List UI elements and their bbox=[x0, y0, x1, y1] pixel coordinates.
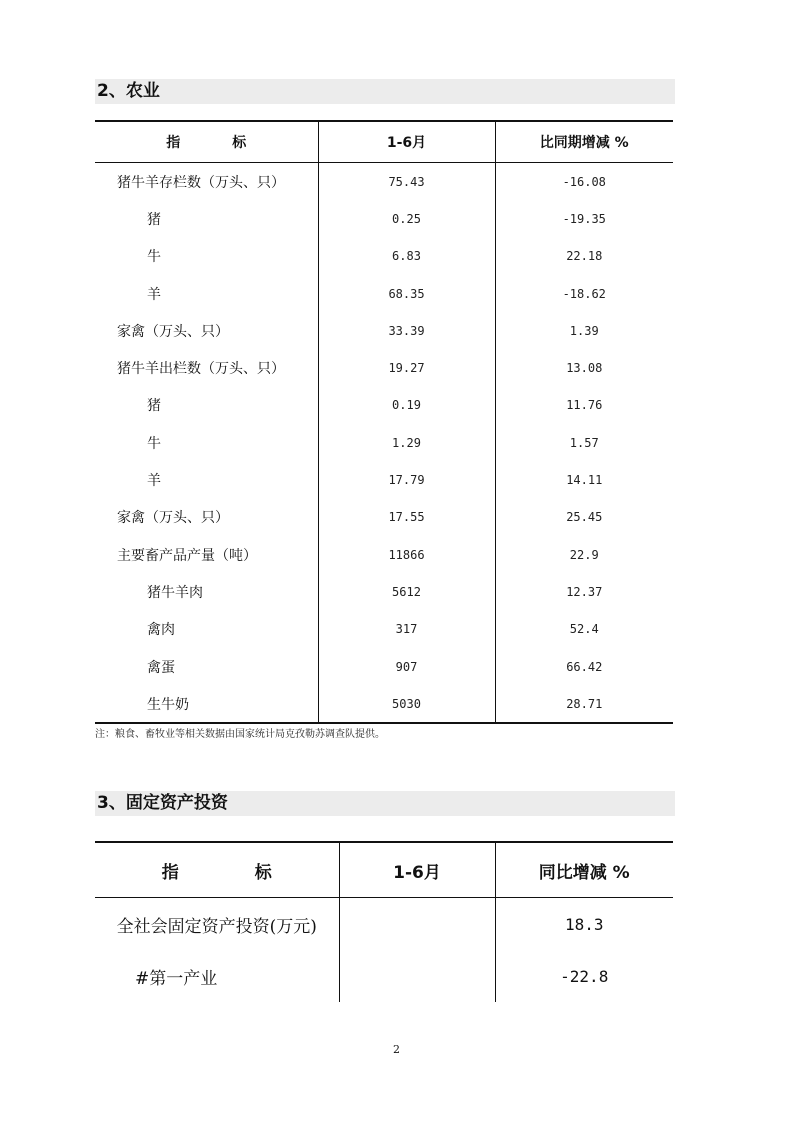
row-label: 猪牛羊肉 bbox=[147, 584, 203, 601]
row-label: 羊 bbox=[147, 473, 161, 490]
row-label: 全社会固定资产投资(万元) bbox=[116, 916, 317, 937]
table-row bbox=[95, 312, 673, 349]
row-change: 28.71 bbox=[495, 685, 673, 723]
row-change: 12.37 bbox=[495, 573, 673, 610]
row-label: 猪 bbox=[147, 211, 161, 228]
row-value bbox=[339, 950, 495, 1002]
row-value: 33.39 bbox=[318, 312, 495, 349]
page-number: 2 bbox=[393, 1043, 400, 1056]
agriculture-table bbox=[95, 120, 673, 724]
row-value: 68.35 bbox=[318, 275, 495, 312]
row-change: -22.8 bbox=[495, 950, 673, 1002]
table-header-row bbox=[95, 842, 673, 898]
row-change: 13.08 bbox=[495, 349, 673, 386]
header-indicator bbox=[95, 121, 318, 163]
row-change: 66.42 bbox=[495, 648, 673, 685]
row-value: 17.79 bbox=[318, 461, 495, 498]
row-label: 主要畜产品产量（吨） bbox=[117, 547, 257, 564]
header-indicator-left: 指 bbox=[166, 135, 181, 151]
table-row bbox=[95, 387, 673, 424]
row-label: 家禽（万头、只） bbox=[117, 510, 229, 527]
table-row bbox=[95, 200, 673, 237]
row-label: #第一产业 bbox=[135, 968, 218, 989]
row-value: 1.29 bbox=[318, 424, 495, 461]
table-row bbox=[95, 461, 673, 498]
row-value: 75.43 bbox=[318, 163, 495, 201]
header-change: 比同期增减 % bbox=[495, 121, 673, 163]
row-value: 5030 bbox=[318, 685, 495, 723]
row-change: 22.9 bbox=[495, 536, 673, 573]
table-row bbox=[95, 536, 673, 573]
table-row bbox=[95, 163, 673, 201]
header-indicator-right: 标 bbox=[232, 135, 247, 151]
table-note: 注：粮食、畜牧业等相关数据由国家统计局克孜勒苏调查队提供。 bbox=[95, 729, 385, 740]
row-label: 羊 bbox=[147, 286, 161, 303]
header-indicator-left: 指 bbox=[161, 862, 179, 883]
header-change: 同比增减 % bbox=[495, 842, 673, 898]
row-value: 5612 bbox=[318, 573, 495, 610]
row-label: 生牛奶 bbox=[147, 696, 189, 713]
row-change: 11.76 bbox=[495, 387, 673, 424]
table-row bbox=[95, 685, 673, 723]
table-row bbox=[95, 950, 673, 1002]
row-change: 22.18 bbox=[495, 238, 673, 275]
row-label: 禽蛋 bbox=[147, 659, 175, 676]
row-value: 19.27 bbox=[318, 349, 495, 386]
row-value: 11866 bbox=[318, 536, 495, 573]
row-change: 18.3 bbox=[495, 898, 673, 951]
table-row bbox=[95, 573, 673, 610]
row-label: 牛 bbox=[147, 249, 161, 266]
row-value: 907 bbox=[318, 648, 495, 685]
table-row bbox=[95, 238, 673, 275]
row-change: 14.11 bbox=[495, 461, 673, 498]
row-label: 猪牛羊存栏数（万头、只） bbox=[117, 174, 285, 191]
row-value: 0.19 bbox=[318, 387, 495, 424]
row-change: -16.08 bbox=[495, 163, 673, 201]
table-row bbox=[95, 275, 673, 312]
row-change: -18.62 bbox=[495, 275, 673, 312]
section-title-fixed-investment: 3、固定资产投资 bbox=[95, 791, 675, 816]
fixed-investment-table bbox=[95, 841, 673, 1002]
table-row bbox=[95, 648, 673, 685]
header-period: 1-6月 bbox=[339, 842, 495, 898]
table-row bbox=[95, 898, 673, 951]
table-row bbox=[95, 349, 673, 386]
row-change: 1.39 bbox=[495, 312, 673, 349]
header-indicator-right: 标 bbox=[254, 862, 272, 883]
row-label: 家禽（万头、只） bbox=[117, 323, 229, 340]
row-value: 317 bbox=[318, 611, 495, 648]
table-header-row bbox=[95, 121, 673, 163]
row-label: 牛 bbox=[147, 435, 161, 452]
header-period: 1-6月 bbox=[318, 121, 495, 163]
row-label: 禽肉 bbox=[147, 622, 175, 639]
table-row bbox=[95, 611, 673, 648]
row-change: 25.45 bbox=[495, 499, 673, 536]
row-value: 17.55 bbox=[318, 499, 495, 536]
row-value: 6.83 bbox=[318, 238, 495, 275]
header-indicator bbox=[95, 842, 339, 898]
row-value bbox=[339, 898, 495, 951]
table-row bbox=[95, 424, 673, 461]
section-title-agriculture: 2、农业 bbox=[95, 79, 675, 104]
row-change: 1.57 bbox=[495, 424, 673, 461]
row-label: 猪牛羊出栏数（万头、只） bbox=[117, 361, 285, 378]
table-row bbox=[95, 499, 673, 536]
row-change: -19.35 bbox=[495, 200, 673, 237]
row-change: 52.4 bbox=[495, 611, 673, 648]
row-label: 猪 bbox=[147, 398, 161, 415]
row-value: 0.25 bbox=[318, 200, 495, 237]
